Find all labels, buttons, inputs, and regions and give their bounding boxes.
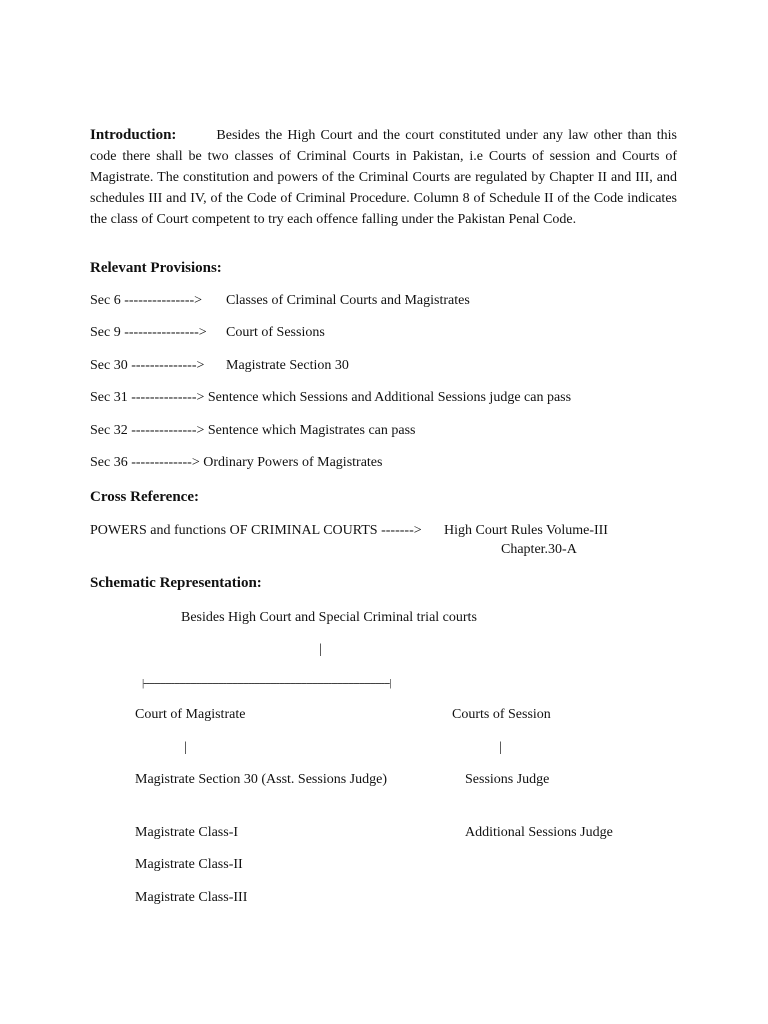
schematic-connector: | (184, 740, 187, 755)
provisions-heading: Relevant Provisions: (90, 260, 222, 276)
provision-desc: Classes of Criminal Courts and Magistrates (226, 293, 470, 308)
schematic-left-node: Magistrate Class-I (135, 825, 239, 840)
cross-reference-chapter: Chapter.30-A (501, 542, 577, 557)
schematic-branch-bar: |-----------------------------------------------------------------------------------------| (142, 677, 391, 689)
schematic-left-node: Magistrate Class-III (135, 890, 248, 905)
cross-reference-heading: Cross Reference: (90, 489, 199, 505)
provision-desc: Magistrate Section 30 (226, 358, 349, 373)
schematic-left-node: Magistrate Section 30 (Asst. Sessions Judge) (135, 772, 387, 787)
provision-sec: Sec 36 -------------> (90, 455, 200, 470)
provision-sec: Sec 32 --------------> (90, 423, 205, 438)
provision-sec: Sec 6 ---------------> (90, 293, 203, 308)
provision-sec: Sec 31 --------------> (90, 390, 205, 405)
schematic-left-node: Magistrate Class-II (135, 857, 243, 872)
introduction-paragraph (90, 125, 677, 230)
cross-reference-left: POWERS and functions OF CRIMINAL COURTS -------> (90, 523, 422, 538)
provision-desc: Court of Sessions (226, 325, 325, 340)
provision-desc: Sentence which Sessions and Additional Sessions judge can pass (207, 390, 572, 405)
schematic-top-node: Besides High Court and Special Criminal trial courts (181, 610, 477, 625)
schematic-right-node: Courts of Session (452, 707, 551, 722)
schematic-left-node: Court of Magistrate (135, 707, 246, 722)
provision-item (90, 422, 416, 440)
schematic-connector: | (499, 740, 502, 755)
provision-desc: Ordinary Powers of Magistrates (203, 455, 383, 470)
provision-sec: Sec 9 ----------------> (90, 325, 207, 340)
provision-item (90, 454, 382, 472)
schematic-heading: Schematic Representation: (90, 575, 262, 591)
introduction-heading: Introduction: (90, 127, 177, 143)
schematic-right-node: Sessions Judge (465, 772, 550, 787)
provision-sec: Sec 30 --------------> (90, 358, 205, 373)
cross-reference-right: High Court Rules Volume-III (444, 523, 608, 538)
introduction-text: Besides the High Court and the court constituted under any law other than this code there shall be two classes of Criminal Courts in Pakistan, i.e Courts of session and Courts of Magistrate. The constitution and powers of the Criminal Courts are regulated by Chapter II and III, and schedules III and IV, of the Code of Criminal Procedure. Column 8 of Schedule II of the Code indicates the class of Court competent to try each offence falling under the Pakistan Penal Code. (90, 128, 677, 227)
provision-desc: Sentence which Magistrates can pass (207, 423, 416, 438)
provision-item (90, 389, 571, 407)
schematic-right-node: Additional Sessions Judge (465, 825, 613, 840)
schematic-connector: | (319, 642, 322, 657)
